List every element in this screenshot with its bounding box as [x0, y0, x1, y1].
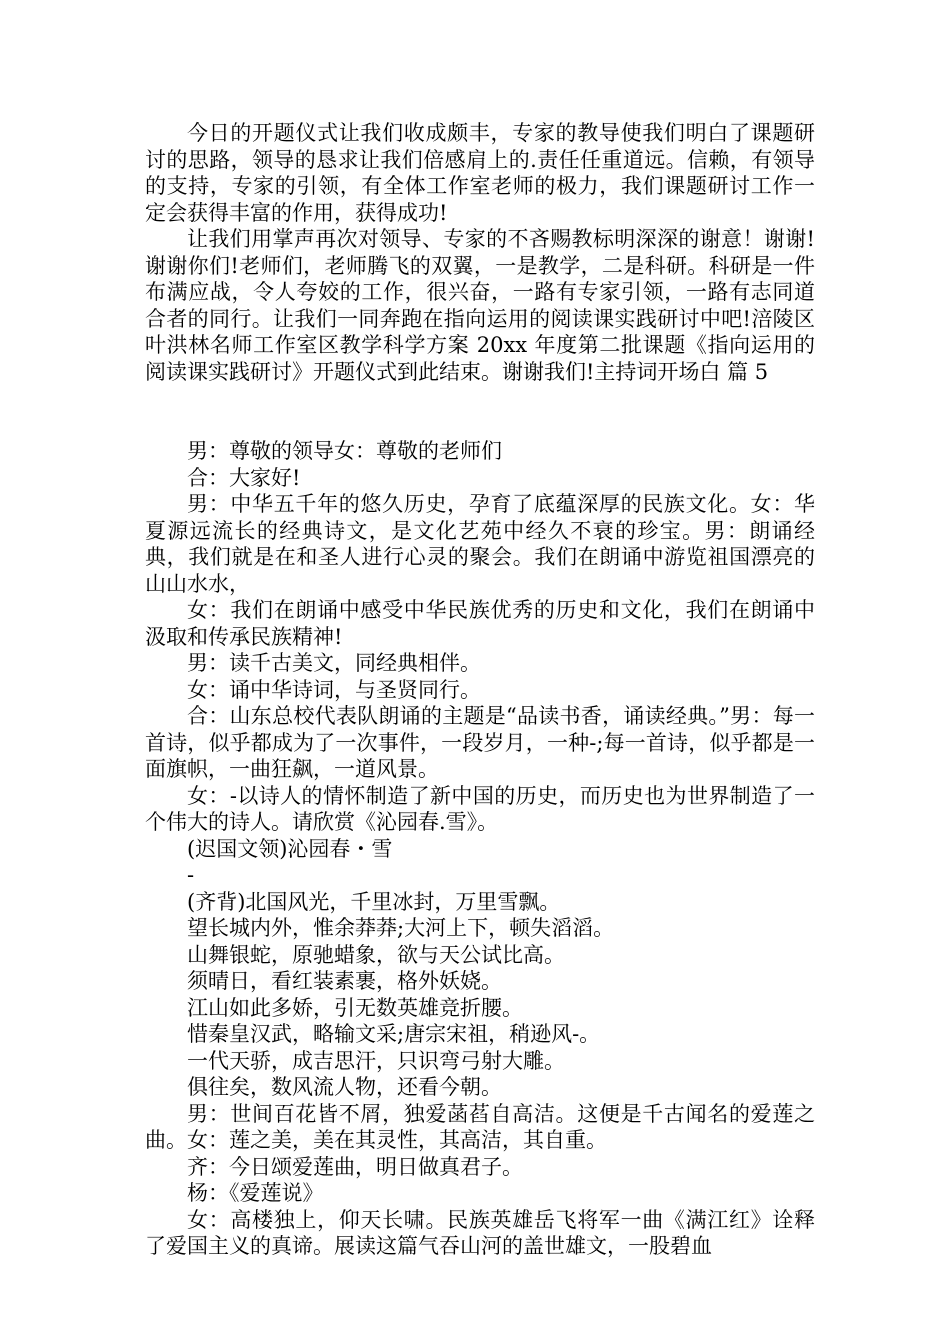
poem-line: 俱往矣，数风流人物，还看今朝。 — [187, 1075, 502, 1099]
paragraph: 杨：《爱莲说》 — [187, 1181, 324, 1205]
section-break — [145, 385, 815, 438]
paragraph: 合：山东总校代表队朗诵的主题是“品读书香，诵读经典。”男：每一首诗，似乎都成为了一次事件，一段岁月，一种-;每一首诗，似乎都是一面旗帜，一曲狂飙，一道风景。 — [145, 704, 815, 781]
paragraph: 女：我们在朗诵中感受中华民族优秀的历史和文化，我们在朗诵中汲取和传承民族精神! — [145, 598, 815, 649]
paragraph: 女：-以诗人的情怀制造了新中国的历史，而历史也为世界制造了一个伟大的诗人。请欣赏《沁园春.雪》。 — [145, 783, 815, 834]
paragraph: 今日的开题仪式让我们收成颇丰，专家的教导使我们明白了课题研讨的思路，领导的恳求让我们倍感肩上的.责任任重道远。信赖，有领导的支持，专家的引领，有全体工作室老师的极力，我们课题研讨工作一定会获得丰富的作用，获得成功! — [145, 121, 815, 225]
poem-line: 江山如此多娇，引无数英雄竞折腰。 — [187, 995, 523, 1020]
paragraph: 男：尊敬的领导女：尊敬的老师们 — [187, 439, 502, 463]
poem-line: 一代天骄，成吉思汗，只识弯弓射大雕。 — [187, 1048, 565, 1073]
paragraph: 让我们用掌声再次对领导、专家的不吝赐教标明深深的谢意！谢谢!谢谢你们!老师们，老师腾飞的双翼，一是教学，二是科研。科研是一件布满应战，令人夸姣的工作，很兴奋，一路有专家引领，一路有志同道合者的同行。让我们一同奔跑在指向运用的阅读课实践研讨中吧!涪陵区叶洪林名师工作室区教学科学方案 20xx 年度第二批课题《指向运用的阅读课实践研讨》开题仪式到此结束。谢谢我们!主持词开场白 篇 5 — [145, 227, 815, 384]
paragraph: 女：高楼独上，仰天长啸。民族英雄岳飞将军一曲《满江红》诠释了爱国主义的真谛。展读这篇气吞山河的盖世雄文，一股碧血 — [145, 1207, 815, 1258]
paragraph: 齐：今日颂爱莲曲，明日做真君子。 — [187, 1154, 523, 1179]
paragraph: 男：中华五千年的悠久历史，孕育了底蕴深厚的民族文化。女：华夏源远流长的经典诗文，是文化艺苑中经久不衰的珍宝。男：朗诵经典，我们就是在和圣人进行心灵的聚会。我们在朗诵中游览祖国漂亮的山山水水， — [145, 492, 815, 596]
paragraph: 男：世间百花皆不屑，独爱菡萏自高洁。这便是千古闻名的爱莲之曲。女：莲之美，美在其灵性，其高洁，其自重。 — [145, 1101, 815, 1152]
poem-line: 惜秦皇汉武，略输文采;唐宗宋祖，稍逊风-。 — [187, 1022, 601, 1046]
poem-line: 望长城内外，惟余莽莽;大河上下，顿失滔滔。 — [187, 916, 615, 940]
paragraph: 男：读千古美文，同经典相伴。 — [187, 651, 481, 675]
paragraph: (迟国文领)沁园春・雪 — [187, 836, 393, 861]
paragraph: 女：诵中华诗词，与圣贤同行。 — [187, 677, 481, 702]
paragraph: 合：大家好! — [187, 465, 301, 490]
poem-line: (齐背)北国风光，千里冰封，万里雪飘。 — [187, 889, 561, 914]
poem-line: 山舞银蛇，原驰蜡象，欲与天公试比高。 — [187, 942, 565, 967]
document-page — [145, 120, 815, 1260]
paragraph: - — [187, 863, 195, 887]
poem-line: 须晴日，看红装素裹，格外妖娆。 — [187, 969, 502, 993]
